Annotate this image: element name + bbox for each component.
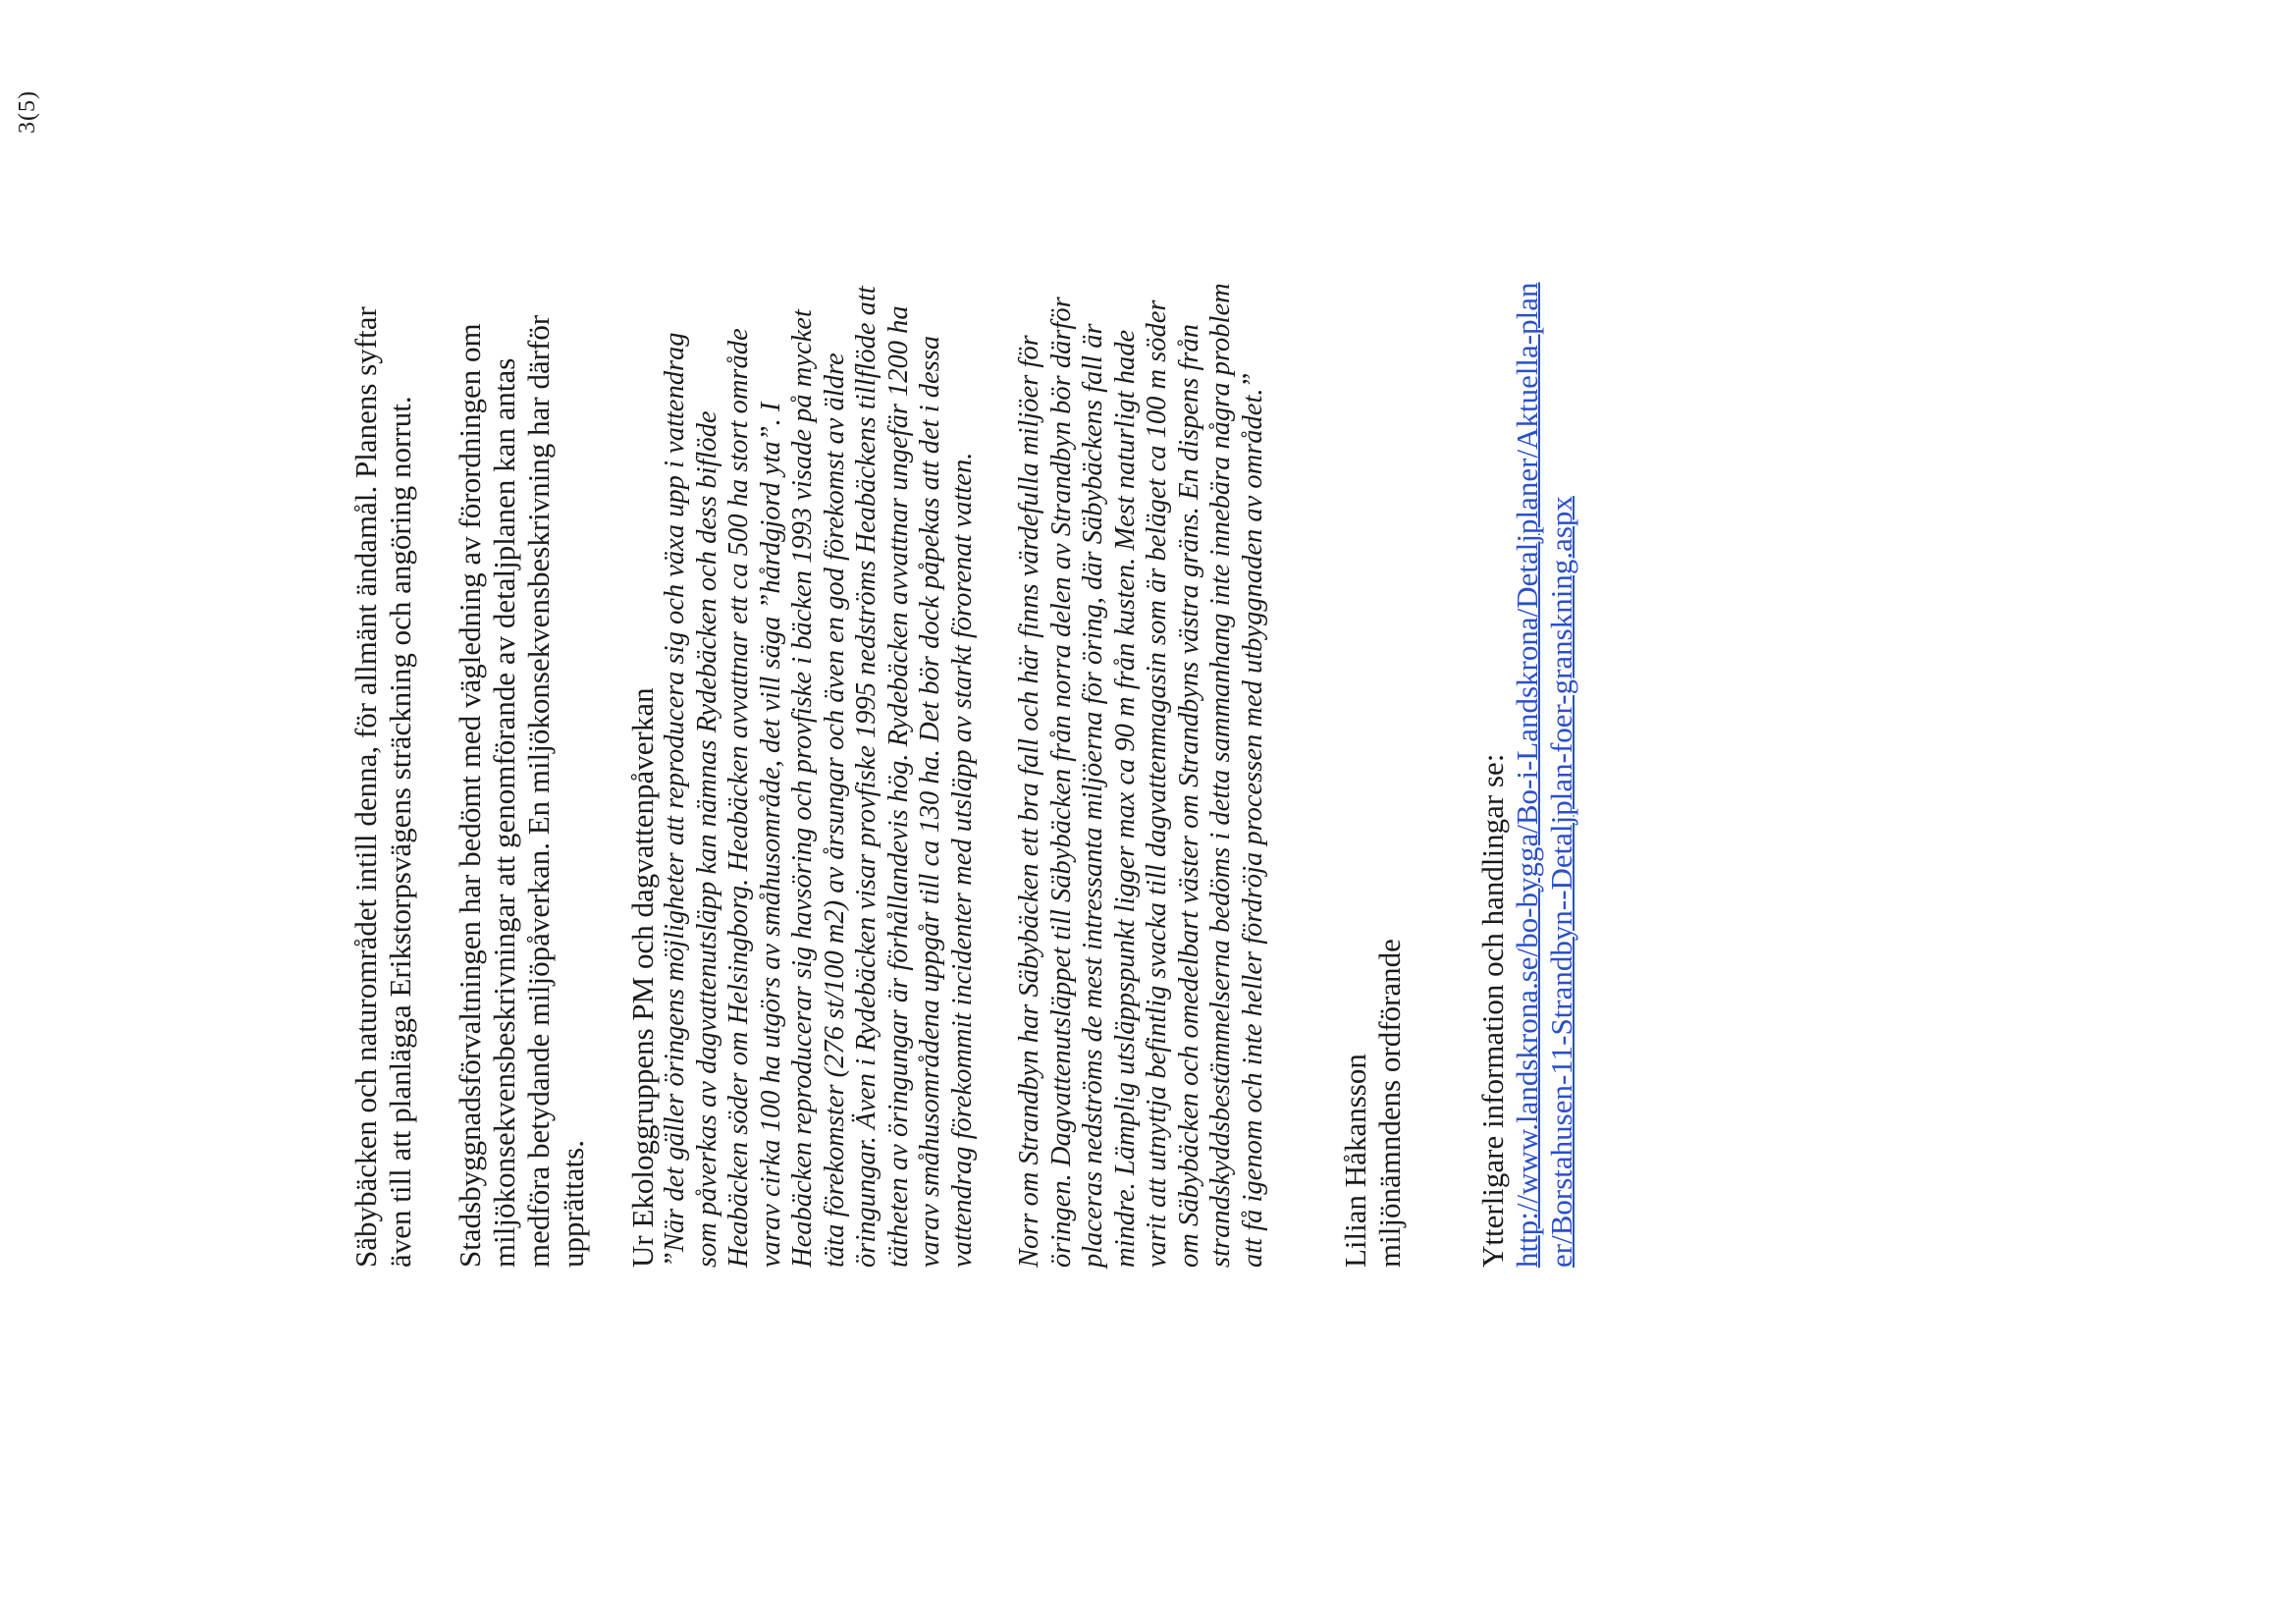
paragraph-plan-purpose: Säbybäcken och naturområdet intill denna, för allmänt ändamål. Planens syftar även till att planlägga Erikstorpsvägens sträckning och angöring norrut.	[348, 306, 417, 1268]
signature-block	[1338, 281, 1407, 1268]
signature-role: miljönämndens ordförande	[1372, 939, 1407, 1268]
section-heading: Ur Ekologgruppens PM och dagvattenpåverkan	[625, 687, 660, 1268]
page-number: 3(5)	[15, 90, 40, 134]
ecology-quote: ”När det gäller öringens möjligheter att reproducera sig och växa upp i vattendrag som påverkas av dagvattenutsläpp kan nämnas Rydebäcken och dess biflöde Heabäcken söder om Helsingborg. Heabäcken avvattnar ett ca 500 ha stort område varav cirka 100 ha utgörs av småhusområde, det vill säga ”hårdgjord yta”. I Heabäcken reproducerar sig havsöring och provfiske i bäcken 1993 visade på mycket täta förekomster (276 st/100 m2) av årsungar och även en god förekomst av äldre öringungar. Även i Rydebäcken visar provfiske 1995 nedströms Heabäckens tillflöde att tätheten av öringungar är förhållandevis hög. Rydebäcken avvattnar ungefär 1200 ha varav småhusområdena uppgår till ca 130 ha. Det bör dock påpekas att det i dessa vattendrag förekommit incidenter med utsläpp av starkt förorenat vatten.	[660, 286, 978, 1268]
strandbyn-paragraph: Norr om Strandbyn har Säbybäcken ett bra fall och här finns värdefulla miljöer för öringen. Dagvattenutsläppet till Säbybäcken från norra delen av Strandbyn bör därför placeras nedströms de mest intressanta miljöerna för öring, där Säbybäckens fall är mindre. Lämplig utsläppspunkt ligger max ca 90 m från kusten. Mest naturligt hade varit att utnyttja befintlig svacka till dagvattenmagasin som är beläget ca 100 m söder om Säbybäcken och omedelbart väster om Strandbyns västra gräns. En dispens från strandskyddsbestämmelserna bedöms i detta sammanhang inte innebära några problem att få igenom och inte heller fördröja processen med utbyggnaden av området.”	[1014, 283, 1268, 1268]
text-block-plan-purpose	[348, 281, 417, 1268]
signature-name: Lilian Håkansson	[1338, 1054, 1372, 1268]
text-block-environmental-assessment	[453, 281, 590, 1268]
paragraph-environmental-assessment: Stadsbyggnadsförvaltningen har bedömt med vägledning av förordningen om miljökonsekvensbeskrivningar att genomförande av detaljplanen kan antas medföra betydande miljöpåverkan. En miljökonsekvensbeskrivning har därför upprättats.	[453, 314, 590, 1268]
more-info-block	[1475, 281, 1578, 1268]
text-block-strandbyn	[1014, 281, 1269, 1268]
more-info-link[interactable]: http://www.landskrona.se/bo-bygga/Bo-i-Landskrona/Detaljplaner/Aktuella-planer/Borstahusen-11-Strandbyn--Detaljplan-foer-granskning.aspx	[1510, 282, 1578, 1268]
text-block-ecology-report	[625, 281, 979, 1268]
more-info-label: Ytterligare information och handlingar se:	[1475, 753, 1510, 1268]
